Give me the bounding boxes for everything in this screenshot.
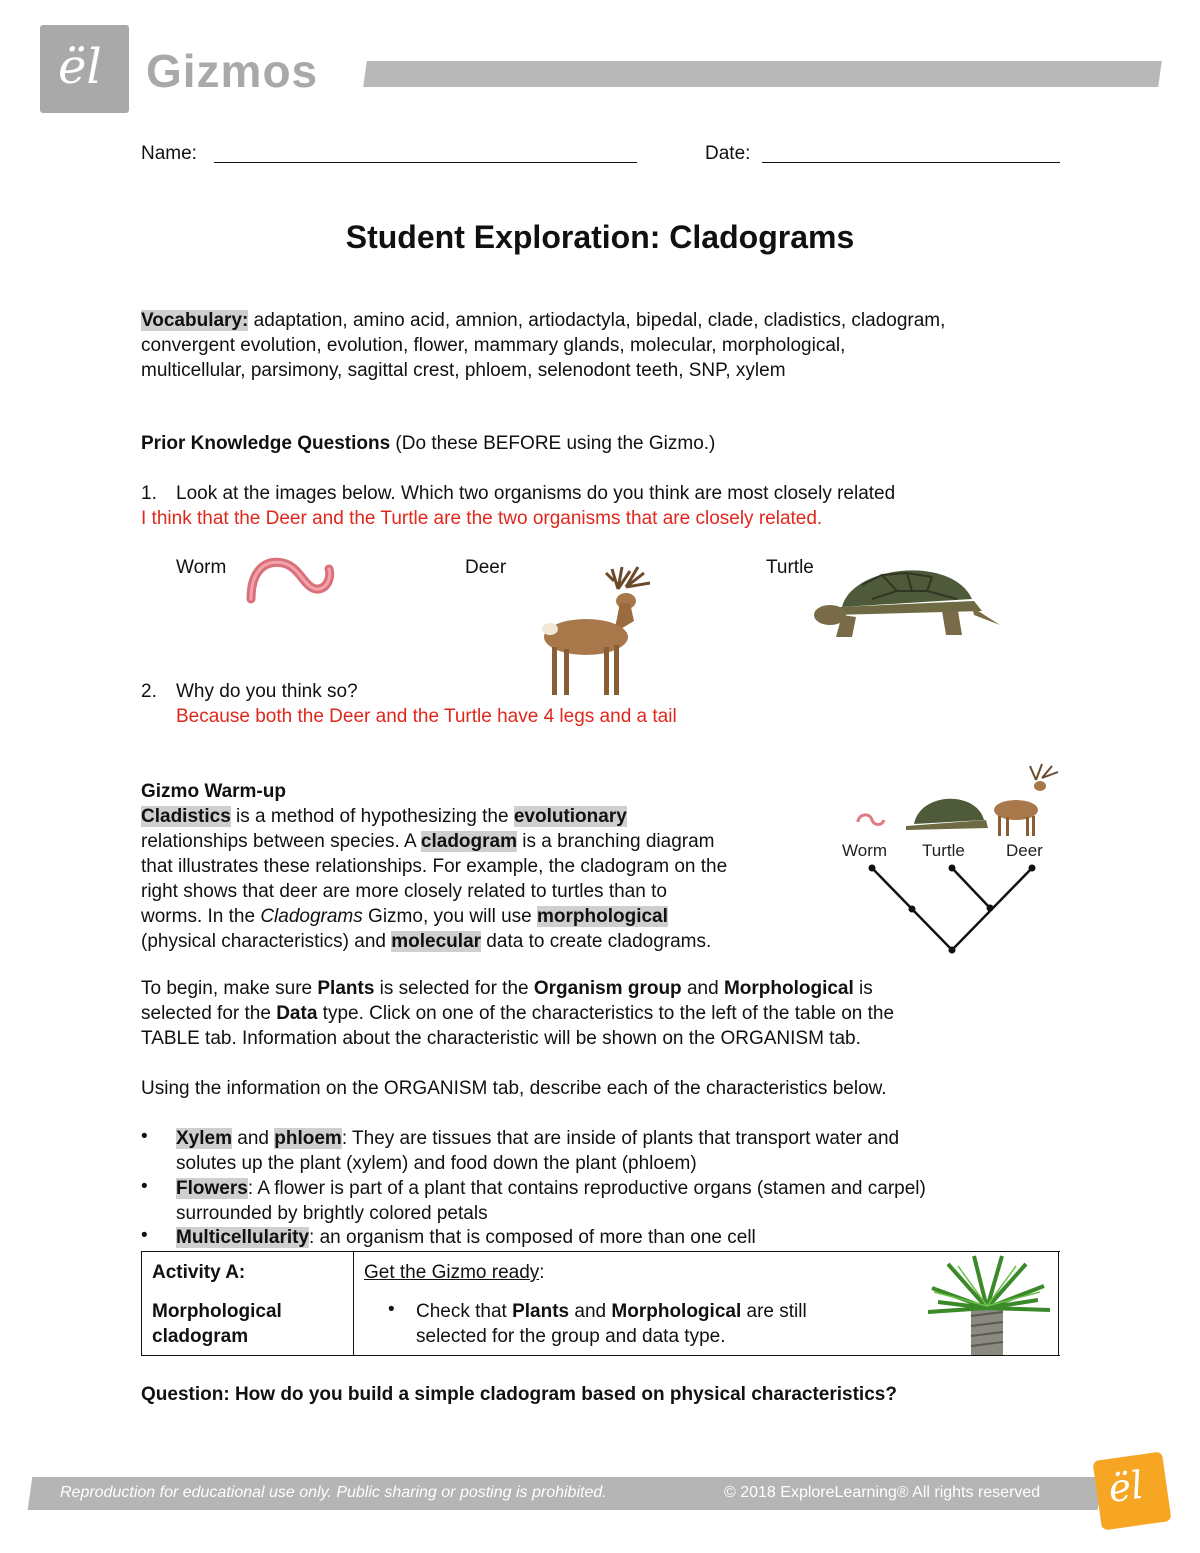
- activity-check: Check that Plants and Morphological are still selected for the group and data type.: [416, 1301, 807, 1347]
- answer-1: I think that the Deer and the Turtle are the two organisms that are closely related.: [141, 508, 823, 529]
- cycad-plant-image: [918, 1252, 1058, 1355]
- turtle-label: Turtle: [766, 557, 814, 578]
- prior-knowledge-heading: Prior Knowledge Questions (Do these BEFORE using the Gizmo.): [141, 433, 716, 454]
- activity-label-cell: [142, 1252, 354, 1355]
- bullet-flowers: Flowers: A flower is part of a plant that contains reproductive organs (stamen and carpel) surrounded by brightly colored petals: [176, 1178, 926, 1224]
- gizmos-logo: ël: [40, 25, 129, 113]
- footer-copyright: © 2018 ExploreLearning® All rights reserved: [724, 1484, 1041, 1501]
- name-field[interactable]: [214, 162, 637, 163]
- activity-question: Question: How do you build a simple cladogram based on physical characteristics?: [141, 1384, 897, 1405]
- date-label: Date:: [705, 143, 751, 164]
- worm-label: Worm: [176, 557, 227, 578]
- using-paragraph: Using the information on the ORGANISM tab, describe each of the characteristics below.: [141, 1078, 887, 1099]
- footer-disclaimer: Reproduction for educational use only. Public sharing or posting is prohibited.: [60, 1484, 607, 1501]
- worm-image: [243, 553, 338, 605]
- bullet-icon: •: [141, 1176, 148, 1197]
- bullet-icon: •: [141, 1126, 148, 1147]
- turtle-thumbnail: [906, 799, 988, 830]
- header-bar: [363, 61, 1162, 87]
- deer-label: Deer: [465, 557, 507, 578]
- vocabulary: Vocabulary: adaptation, amino acid, amnion, artiodactyla, bipedal, clade, cladistics, cladogram, convergent evolution, evolution, flower, mammary glands, molecular, morphological, multicellular, parsimony, sagittal crest, phloem, selenodont teeth, SNP, xylem: [141, 310, 946, 381]
- worm-thumbnail: [858, 815, 884, 825]
- name-label: Name:: [141, 143, 197, 164]
- vocabulary-label: Vocabulary:: [141, 310, 249, 331]
- bullet-icon: •: [141, 1225, 148, 1246]
- diagram-label-turtle: Turtle: [922, 841, 965, 860]
- begin-paragraph: To begin, make sure Plants is selected for the Organism group and Morphological is selected for the Data type. Click on one of the characteristics to the left of the table on the TABLE tab. Information about the characteristic will be shown on the ORGANISM tab.: [141, 978, 895, 1049]
- deer-thumbnail: [994, 764, 1058, 836]
- question-1: 1. Look at the images below. Which two organisms do you think are most closely related: [141, 483, 896, 504]
- warmup-section: Gizmo Warm-up Cladistics is a method of hypothesizing the evolutionary relationships between species. A cladogram is a branching diagram that illustrates these relationships. For example, the cladogram on the right shows that deer are more closely related to turtles than to worms. In the Cladograms Gizmo, you will use morphological (physical characteristics) and molecular data to create cladograms.: [141, 779, 821, 954]
- cladogram-diagram: [836, 762, 1066, 957]
- bullet-multicellularity: Multicellularity: an organism that is composed of more than one cell: [176, 1227, 756, 1248]
- turtle-image: [812, 555, 1002, 645]
- activity-table: [141, 1251, 1060, 1356]
- brand-name: Gizmos: [146, 45, 319, 97]
- diagram-label-worm: Worm: [842, 841, 888, 860]
- diagram-label-deer: Deer: [1006, 841, 1043, 860]
- answer-2: Because both the Deer and the Turtle have 4 legs and a tail: [176, 706, 677, 727]
- warmup-heading: Gizmo Warm-up: [141, 781, 286, 802]
- activity-name: Morphological cladogram: [152, 1301, 282, 1347]
- question-2: 2. Why do you think so?: [141, 681, 358, 702]
- gizmo-ready-heading: Get the Gizmo ready:: [364, 1262, 545, 1283]
- bullet-icon: •: [388, 1299, 395, 1320]
- explorelearning-logo: ël: [1092, 1451, 1171, 1530]
- page-title: Student Exploration: Cladograms: [345, 219, 855, 255]
- deer-image: [526, 563, 666, 699]
- bullet-xylem-phloem: Xylem and phloem: They are tissues that are inside of plants that transport water and solutes up the plant (xylem) and food down the plant (phloem): [176, 1128, 900, 1174]
- activity-label: Activity A:: [152, 1262, 246, 1283]
- date-field[interactable]: [762, 162, 1060, 163]
